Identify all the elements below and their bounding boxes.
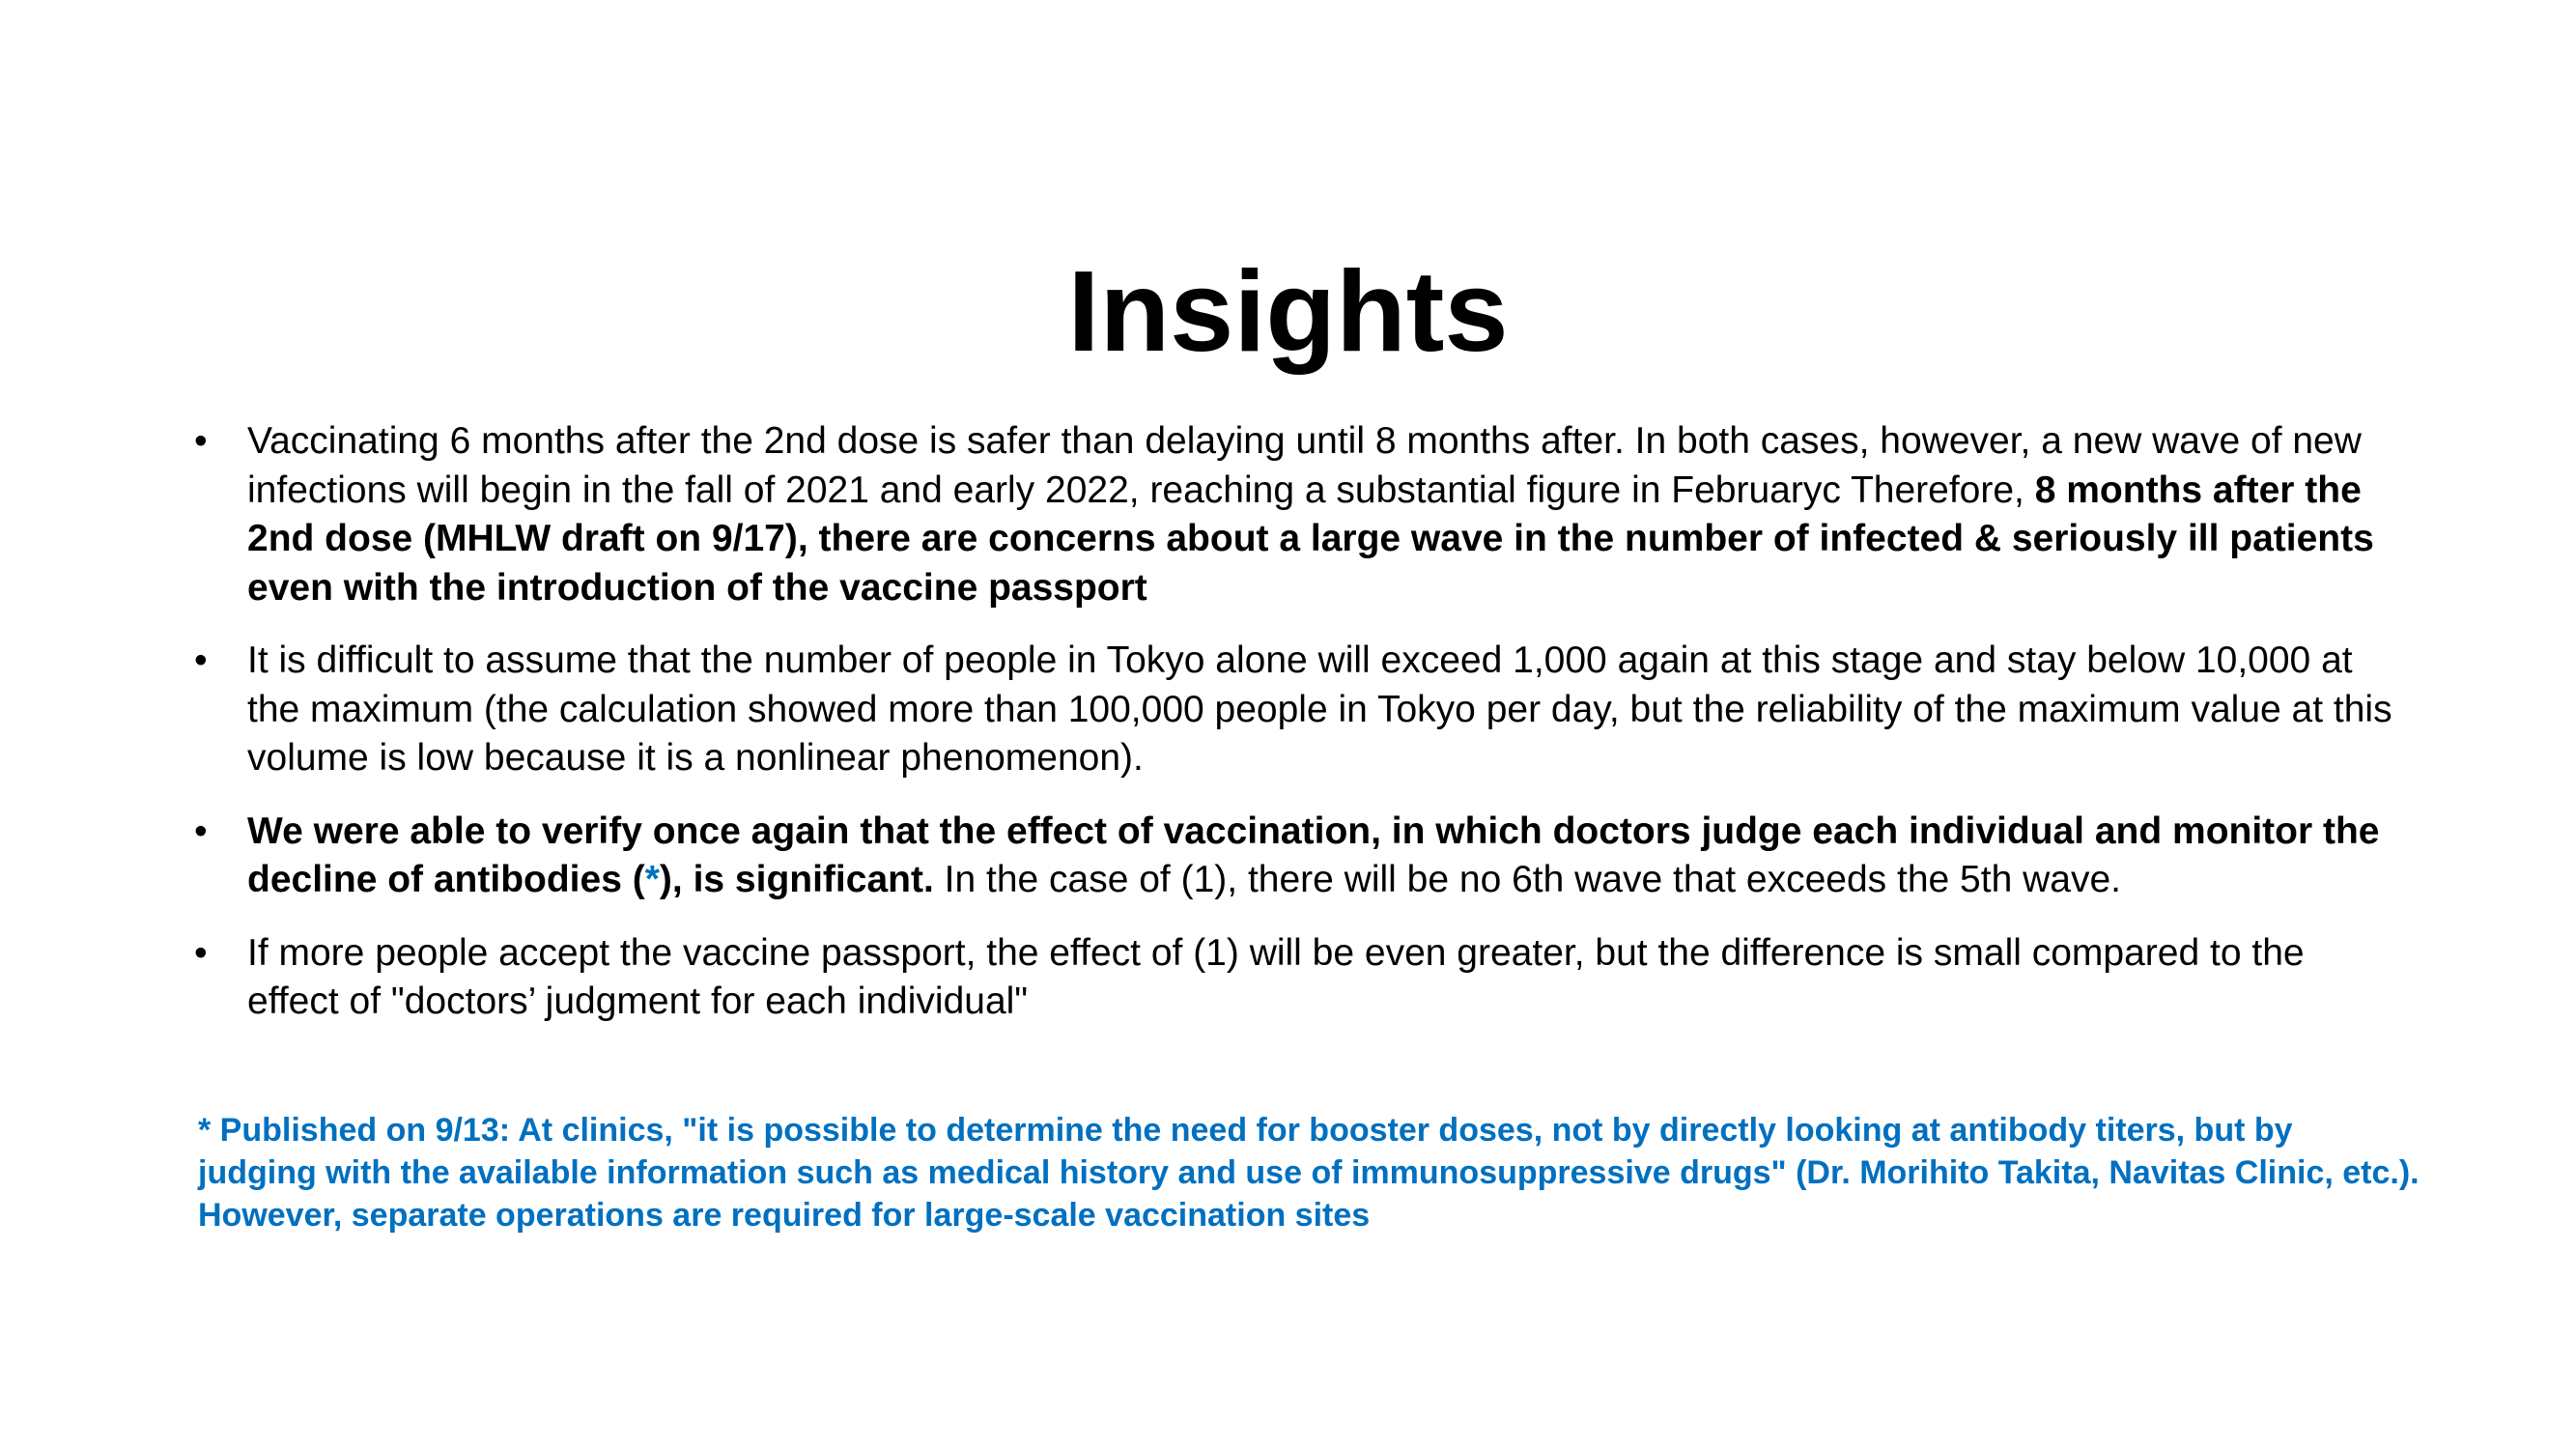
bullet-marker: • [194,931,208,974]
bullet-text: Vaccinating 6 months after the 2nd dose is safer than delaying until 8 months after. In both cases, however, a new wave of new infections will begin in the fall of 2021 and early 2022, reaching a substantial figure in Februaryc Therefore, [247,420,2362,511]
footnote: * Published on 9/13: At clinics, "it is possible to determine the need for booster doses, not by directly looking at antibody titers, but by judging with the available information such as medical history and use of immunosuppressive drugs" (Dr. Morihito Takita, Navitas Clinic, etc.). However, separate operations are required for large-scale vaccination sites [198,1112,2420,1234]
bullet-text: If more people accept the vaccine passport, the effect of (1) will be even greater, but the difference is small compared to the effect of "doctors’ judgment for each individual" [247,931,2305,1022]
bullet-marker: • [194,639,208,681]
bullet-text: In the case of (1), there will be no 6th wave that exceeds the 5th wave. [933,859,2121,900]
slide-title: Insights [1067,247,1509,376]
bullet-text-bold: ), is significant. [659,859,934,900]
bullet-item [194,637,2396,783]
bullet-item [194,808,2396,905]
bullet-text-bold: We were able to verify once again that the effect of vaccination, in which doctors judge each individual and monitor the decline of antibodies ( [247,810,2380,900]
bullet-list [194,417,2396,1051]
bullet-marker: • [194,810,208,852]
bullet-marker: • [194,420,208,462]
footnote-marker: * [644,859,660,900]
bullet-item [194,417,2396,612]
bullet-item [194,929,2396,1027]
bullet-text-bold: 8 months after the 2nd dose (MHLW draft on 9/17), there are concerns about a large wave in the number of infected & seriously ill patients even with the introduction of the vaccine passport [247,469,2374,609]
bullet-text: It is difficult to assume that the number of people in Tokyo alone will exceed 1,000 again at this stage and stay below 10,000 at the maximum (the calculation showed more than 100,000 people in Tokyo per day, but the reliability of the maximum value at this volume is low because it is a nonlinear phenomenon). [247,639,2392,779]
